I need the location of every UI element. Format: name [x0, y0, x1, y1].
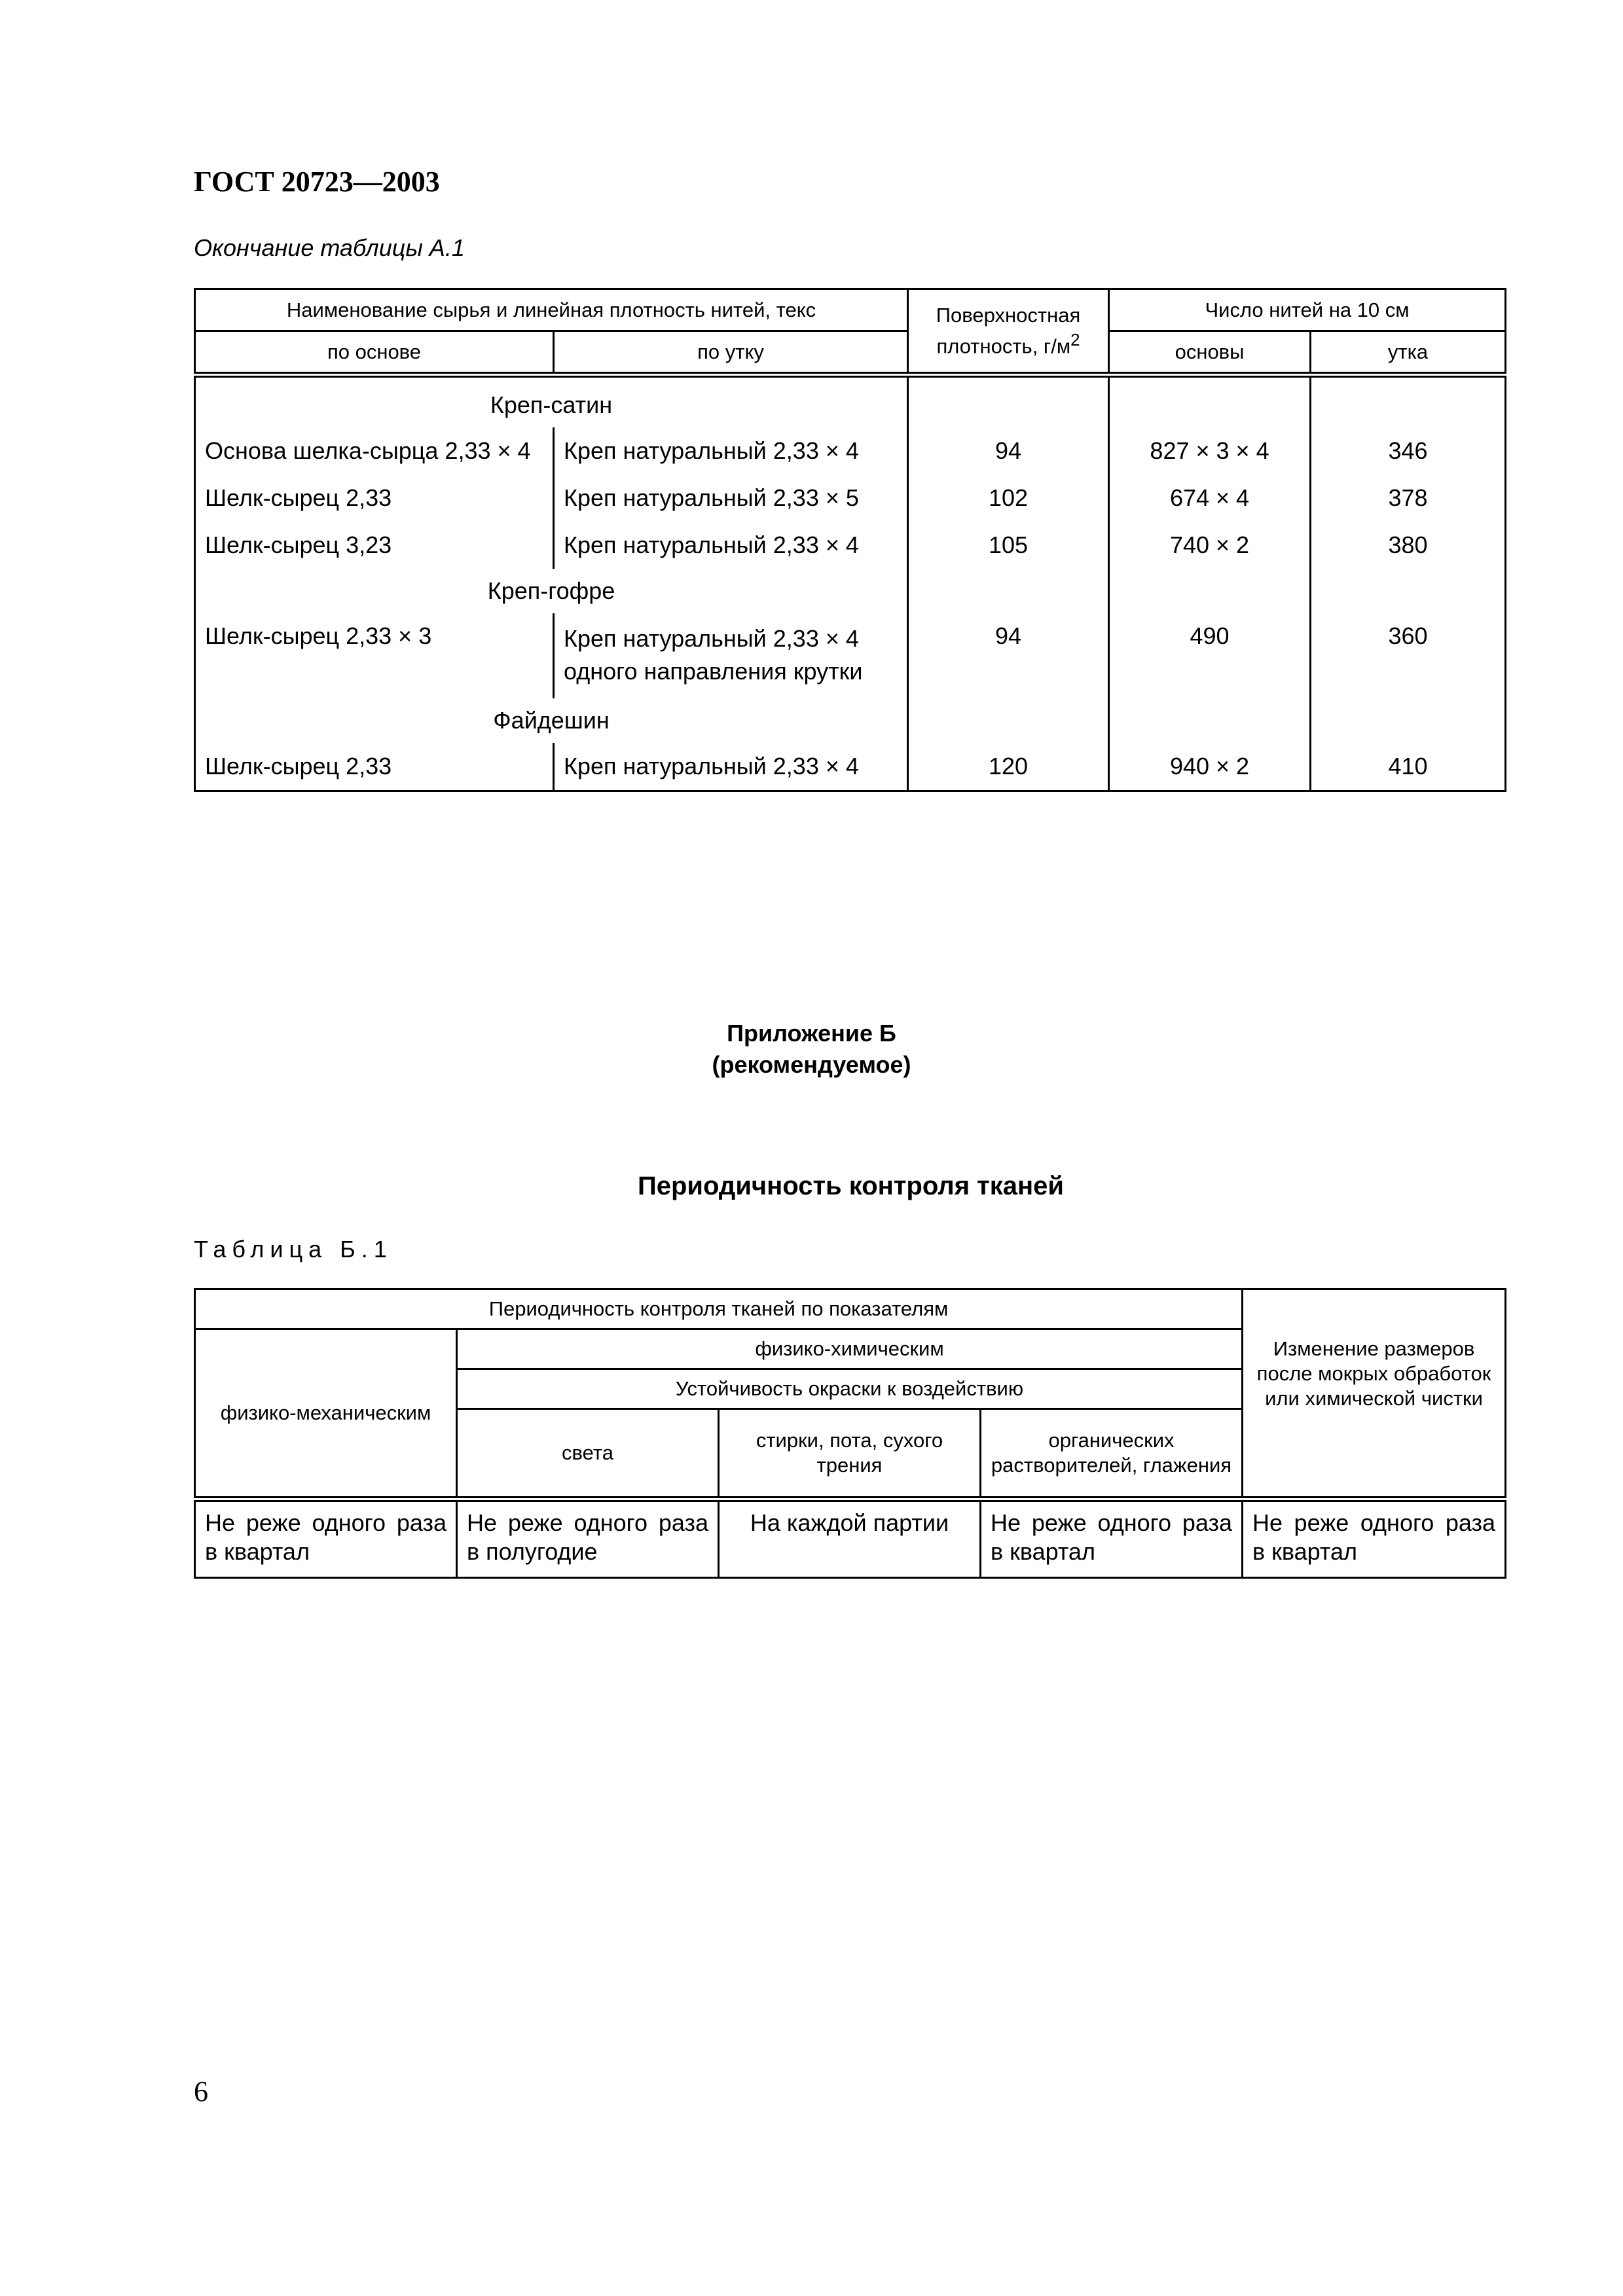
header-solvents: органических растворителей, глажения [981, 1409, 1243, 1499]
cell-warp: Шелк-сырец 2,33 [195, 743, 554, 791]
appendix-title: Приложение Б [727, 1020, 896, 1047]
cell-density: 102 [908, 475, 1109, 522]
header-washing: стирки, пота, сухого трения [719, 1409, 981, 1499]
group-name: Креп-сатин [195, 375, 908, 428]
cell-count-warp: 940 × 2 [1109, 743, 1311, 791]
cell-warp: Шелк-сырец 3,23 [195, 522, 554, 569]
header-density-superscript: 2 [1070, 331, 1080, 350]
cell-warp: Шелк-сырец 2,33 [195, 475, 554, 522]
cell-density: 94 [908, 613, 1109, 698]
document-title: ГОСТ 20723—2003 [194, 166, 440, 198]
cell-count-warp: 740 × 2 [1109, 522, 1311, 569]
cell-count-weft: 360 [1311, 613, 1506, 698]
table-row [195, 427, 1506, 475]
header-light: света [457, 1409, 719, 1499]
cell-count-warp: 827 × 3 × 4 [1109, 427, 1311, 475]
header-periodicity: Периодичность контроля тканей по показателям [195, 1289, 1243, 1329]
group-row [195, 569, 1506, 613]
table-row [195, 743, 1506, 791]
page-number: 6 [194, 2075, 208, 2108]
table-b1 [194, 1288, 1506, 1579]
cell-count-warp: 490 [1109, 613, 1311, 698]
appendix-heading [0, 1018, 1623, 1081]
section-title: Периодичность контроля тканей [638, 1172, 1064, 1200]
cell-count-warp: 674 × 4 [1109, 475, 1311, 522]
cell-washing: На каждой партии [719, 1499, 981, 1578]
cell-weft-line2: одного направления крутки [564, 658, 863, 685]
cell-light: Не реже одного раза в полугодие [457, 1499, 719, 1578]
cell-density: 105 [908, 522, 1109, 569]
cell-count-weft: 346 [1311, 427, 1506, 475]
cell-weft: Креп натуральный 2,33 × 4 [554, 522, 908, 569]
cell-dimensions: Не реже одного раза в квартал [1243, 1499, 1506, 1578]
table-row [195, 1499, 1506, 1578]
header-count-warp: основы [1109, 331, 1311, 375]
header-density-label: Поверхностная плотность, г/м [936, 303, 1081, 358]
header-colorfast: Устойчивость окраски к воздействию [457, 1369, 1243, 1409]
cell-count-weft: 378 [1311, 475, 1506, 522]
cell-weft: Креп натуральный 2,33 × 4 [554, 743, 908, 791]
header-physmech: физико-механическим [195, 1329, 457, 1499]
cell-physmech: Не реже одного раза в квартал [195, 1499, 457, 1578]
group-row [195, 375, 1506, 428]
cell-density: 120 [908, 743, 1109, 791]
cell-weft-line1: Креп натуральный 2,33 × 4 [564, 625, 859, 652]
group-row [195, 698, 1506, 743]
header-physchem: физико-химическим [457, 1329, 1243, 1369]
header-warp: по основе [195, 331, 554, 375]
cell-count-weft: 410 [1311, 743, 1506, 791]
cell-weft [554, 613, 908, 698]
cell-warp: Шелк-сырец 2,33 × 3 [195, 613, 554, 698]
header-dimensions: Изменение размеров после мокрых обработок или химической чистки [1243, 1289, 1506, 1499]
group-name: Креп-гофре [195, 569, 908, 613]
cell-weft: Креп натуральный 2,33 × 4 [554, 427, 908, 475]
table-a1-caption: Окончание таблицы А.1 [194, 234, 465, 261]
table-row [195, 475, 1506, 522]
table-b1-caption: Таблица Б.1 [194, 1236, 393, 1263]
header-count-weft: утка [1311, 331, 1506, 375]
table-row [195, 522, 1506, 569]
table-row [195, 613, 1506, 698]
cell-warp: Основа шелка-сырца 2,33 × 4 [195, 427, 554, 475]
header-raw-material: Наименование сырья и линейная плотность нитей, текс [195, 289, 908, 331]
header-thread-count: Число нитей на 10 см [1109, 289, 1506, 331]
cell-count-weft: 380 [1311, 522, 1506, 569]
header-density [908, 289, 1109, 375]
header-weft: по утку [554, 331, 908, 375]
appendix-subtitle: (рекомендуемое) [712, 1051, 911, 1078]
table-a1 [194, 288, 1506, 792]
cell-density: 94 [908, 427, 1109, 475]
group-name: Файдешин [195, 698, 908, 743]
cell-solvents: Не реже одного раза в квартал [981, 1499, 1243, 1578]
cell-weft: Креп натуральный 2,33 × 5 [554, 475, 908, 522]
